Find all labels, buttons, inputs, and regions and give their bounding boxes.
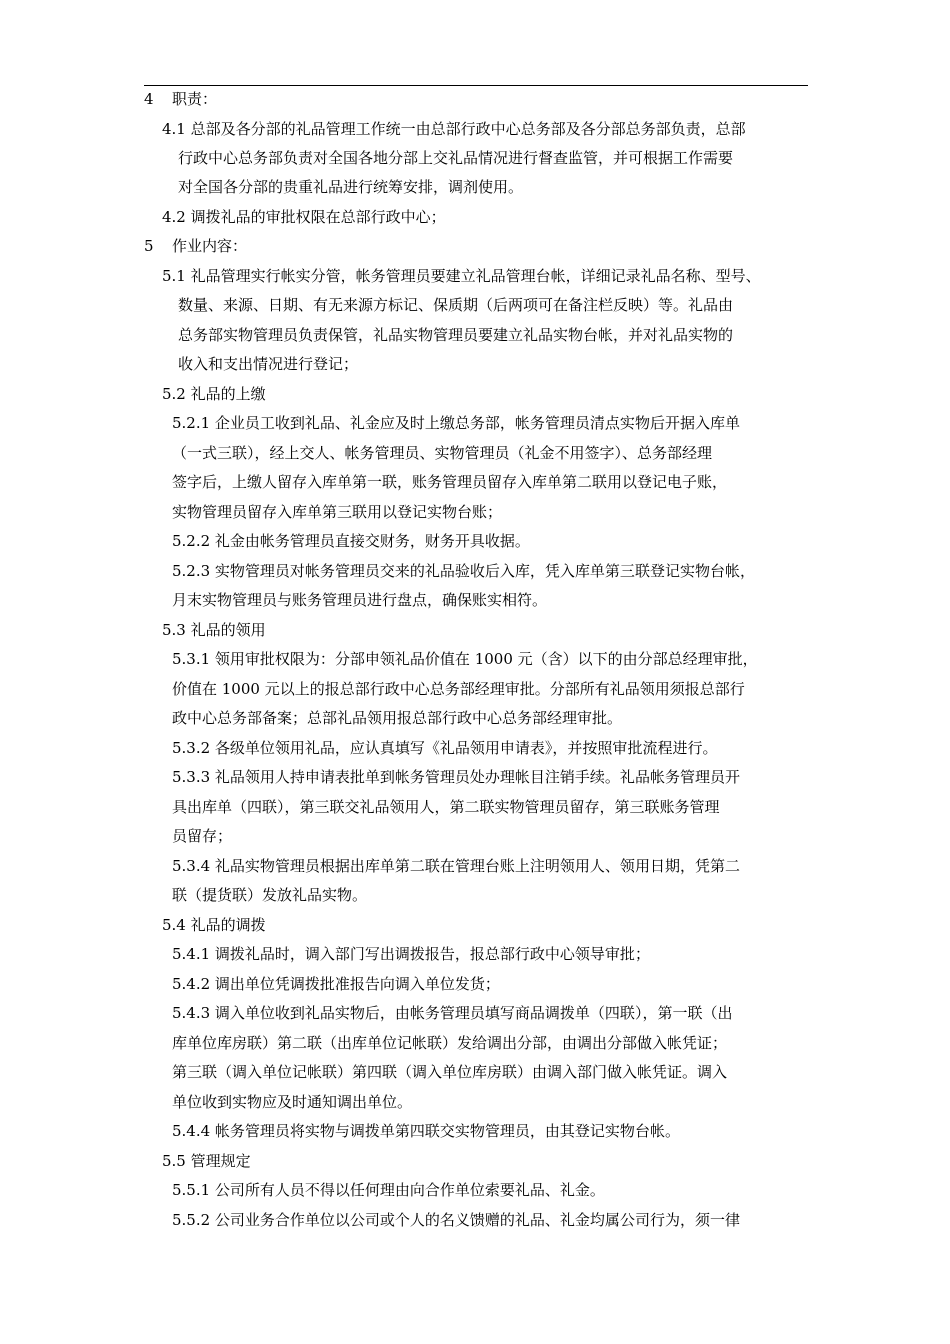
paragraph-line: 对全国各分部的贵重礼品进行统筹安排，调剂使用。: [178, 178, 524, 196]
paragraph-line: 月末实物管理员与账务管理员进行盘点，确保账实相符。: [172, 591, 548, 609]
paragraph-line: 库单位库房联）第二联（出库单位记帐联）发给调出分部，由调出分部做入帐凭证；: [172, 1034, 728, 1052]
paragraph-line: 5.4.2 调出单位凭调拨批准报告向调入单位发货；: [172, 975, 500, 993]
paragraph-line: 4.1 总部及各分部的礼品管理工作统一由总部行政中心总务部及各分部总务部负责，总部: [162, 120, 746, 138]
section-number: 5: [144, 237, 154, 255]
section-title: 作业内容：: [172, 237, 248, 255]
paragraph-line: 员留存；: [172, 827, 233, 845]
paragraph-line: 收入和支出情况进行登记；: [178, 355, 359, 373]
section-heading: [144, 89, 217, 109]
subsection-heading: 5.2 礼品的上缴: [162, 385, 266, 403]
paragraph-line: 5.5.1 公司所有人员不得以任何理由向合作单位索要礼品、礼金。: [172, 1181, 605, 1199]
paragraph-line: 5.2.2 礼金由帐务管理员直接交财务，财务开具收据。: [172, 532, 530, 550]
paragraph-line: 5.4.4 帐务管理员将实物与调拨单第四联交实物管理员，由其登记实物台帐。: [172, 1122, 680, 1140]
paragraph-line: 4.2 调拨礼品的审批权限在总部行政中心；: [162, 208, 446, 226]
paragraph-line: 实物管理员留存入库单第三联用以登记实物台账；: [172, 503, 503, 521]
paragraph-line: 5.3.4 礼品实物管理员根据出库单第二联在管理台账上注明领用人、领用日期，凭第二: [172, 857, 740, 875]
paragraph-line: 5.2.1 企业员工收到礼品、礼金应及时上缴总务部，帐务管理员清点实物后开据入库单: [172, 414, 740, 432]
paragraph-line: （一式三联），经上交人、帐务管理员、实物管理员（礼金不用签字）、总务部经理: [172, 444, 713, 462]
paragraph-line: 5.2.3 实物管理员对帐务管理员交来的礼品验收后入库，凭入库单第三联登记实物台帐，: [172, 562, 755, 580]
paragraph-line: 5.3.2 各级单位领用礼品，应认真填写《礼品领用申请表》，并按照审批流程进行。: [172, 739, 718, 757]
paragraph-line: 单位收到实物应及时通知调出单位。: [172, 1093, 413, 1111]
section-number: 4: [144, 90, 154, 108]
paragraph-line: 5.3.1 领用审批权限为：分部申领礼品价值在 1000 元（含）以下的由分部总经理审批，: [172, 650, 758, 668]
header-rule: [144, 85, 808, 86]
paragraph-line: 5.5.2 公司业务合作单位以公司或个人的名义馈赠的礼品、礼金均属公司行为，须一律: [172, 1211, 740, 1229]
paragraph-line: 签字后，上缴人留存入库单第一联，账务管理员留存入库单第二联用以登记电子账，: [172, 473, 728, 491]
paragraph-line: 5.4.3 调入单位收到礼品实物后，由帐务管理员填写商品调拨单（四联），第一联（出: [172, 1004, 733, 1022]
paragraph-line: 总务部实物管理员负责保管，礼品实物管理员要建立礼品实物台帐，并对礼品实物的: [178, 326, 734, 344]
paragraph-line: 5.1 礼品管理实行帐实分管，帐务管理员要建立礼品管理台帐，详细记录礼品名称、型号、: [162, 267, 761, 285]
paragraph-line: 5.4.1 调拨礼品时，调入部门写出调拨报告，报总部行政中心领导审批；: [172, 945, 650, 963]
paragraph-line: 第三联（调入单位记帐联）第四联（调入单位库房联）由调入部门做入帐凭证。调入: [172, 1063, 728, 1081]
paragraph-line: 数量、来源、日期、有无来源方标记、保质期（后两项可在备注栏反映）等。礼品由: [178, 296, 734, 314]
subsection-heading: 5.3 礼品的领用: [162, 621, 266, 639]
subsection-heading: 5.5 管理规定: [162, 1152, 251, 1170]
paragraph-line: 联（提货联）发放礼品实物。: [172, 886, 368, 904]
paragraph-line: 5.3.3 礼品领用人持申请表批单到帐务管理员处办理帐目注销手续。礼品帐务管理员开: [172, 768, 740, 786]
paragraph-line: 价值在 1000 元以上的报总部行政中心总务部经理审批。分部所有礼品领用须报总部行: [172, 680, 745, 698]
paragraph-line: 政中心总务部备案；总部礼品领用报总部行政中心总务部经理审批。: [172, 709, 623, 727]
paragraph-line: 行政中心总务部负责对全国各地分部上交礼品情况进行督查监管，并可根据工作需要: [178, 149, 734, 167]
subsection-heading: 5.4 礼品的调拨: [162, 916, 266, 934]
section-title: 职责：: [172, 90, 218, 108]
section-heading: [144, 236, 247, 256]
paragraph-line: 具出库单（四联），第三联交礼品领用人，第二联实物管理员留存，第三联账务管理: [172, 798, 720, 816]
